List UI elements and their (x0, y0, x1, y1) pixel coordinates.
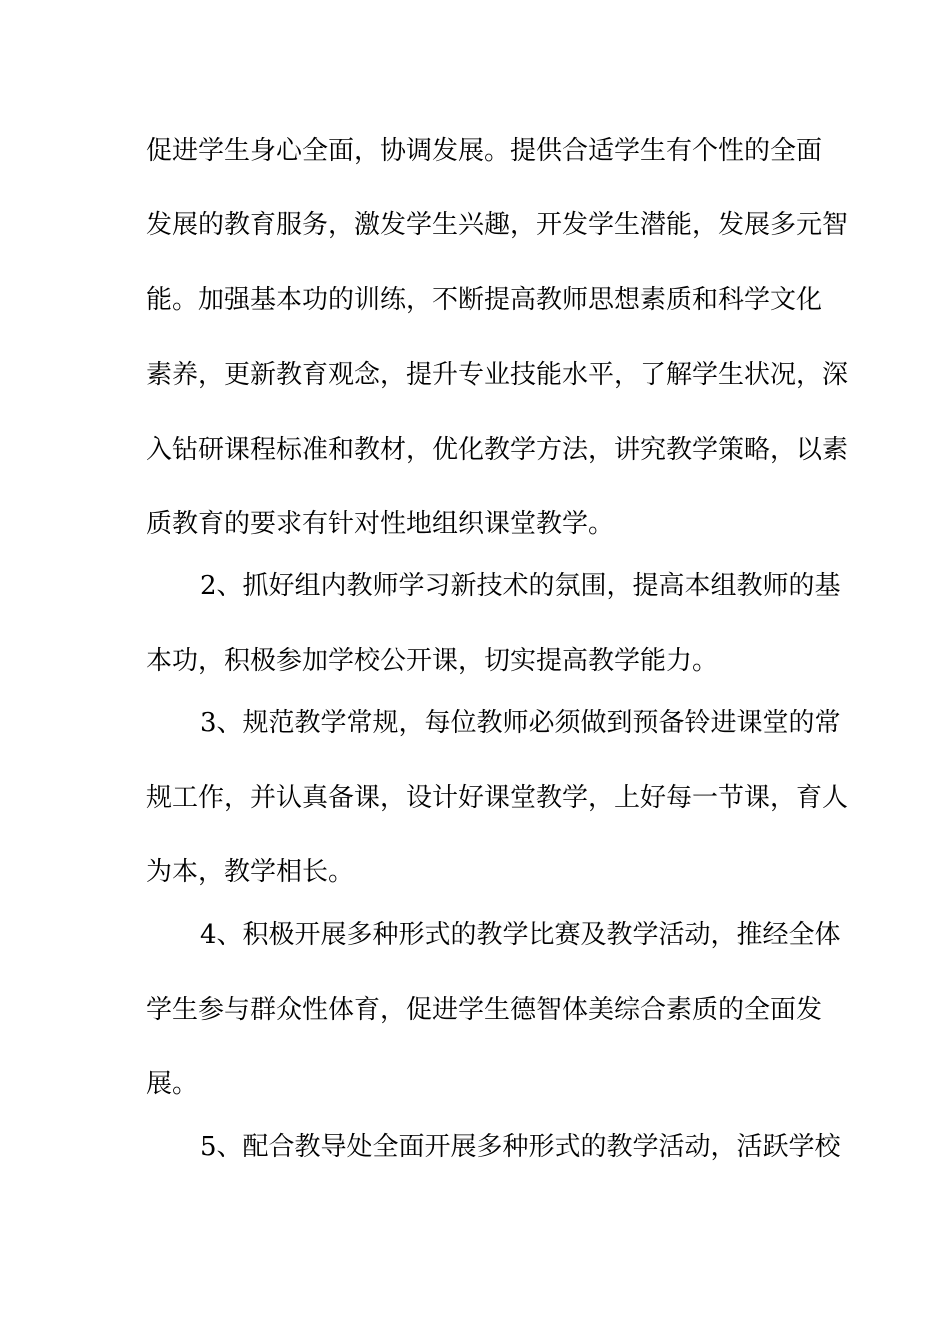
text-line: 学生参与群众性体育，促进学生德智体美综合素质的全面发 (146, 995, 823, 1025)
text-line: 4、积极开展多种形式的教学比赛及教学活动，推经全体 (200, 920, 841, 950)
text-line: 促进学生身心全面，协调发展。提供合适学生有个性的全面 (146, 136, 823, 166)
text-line: 5、配合教导处全面开展多种形式的教学活动，活跃学校 (200, 1132, 841, 1162)
text-line: 展。 (146, 1069, 199, 1099)
text-line: 2、抓好组内教师学习新技术的氛围，提高本组教师的基 (200, 571, 841, 601)
text-line: 规工作，并认真备课，设计好课堂教学，上好每一节课，育人 (146, 783, 849, 813)
text-line: 本功，积极参加学校公开课，切实提高教学能力。 (146, 646, 719, 676)
text-line: 为本，教学相长。 (146, 857, 355, 887)
text-line: 素养，更新教育观念，提升专业技能水平，了解学生状况，深 (146, 360, 849, 390)
text-line: 能。加强基本功的训练，不断提高教师思想素质和科学文化 (146, 285, 823, 315)
text-line: 3、规范教学常规，每位教师必须做到预备铃进课堂的常 (200, 708, 841, 738)
text-line: 发展的教育服务，激发学生兴趣，开发学生潜能，发展多元智 (146, 210, 849, 240)
text-line: 质教育的要求有针对性地组织课堂教学。 (146, 509, 615, 539)
text-line: 入钻研课程标准和教材，优化教学方法，讲究教学策略，以素 (146, 435, 849, 465)
